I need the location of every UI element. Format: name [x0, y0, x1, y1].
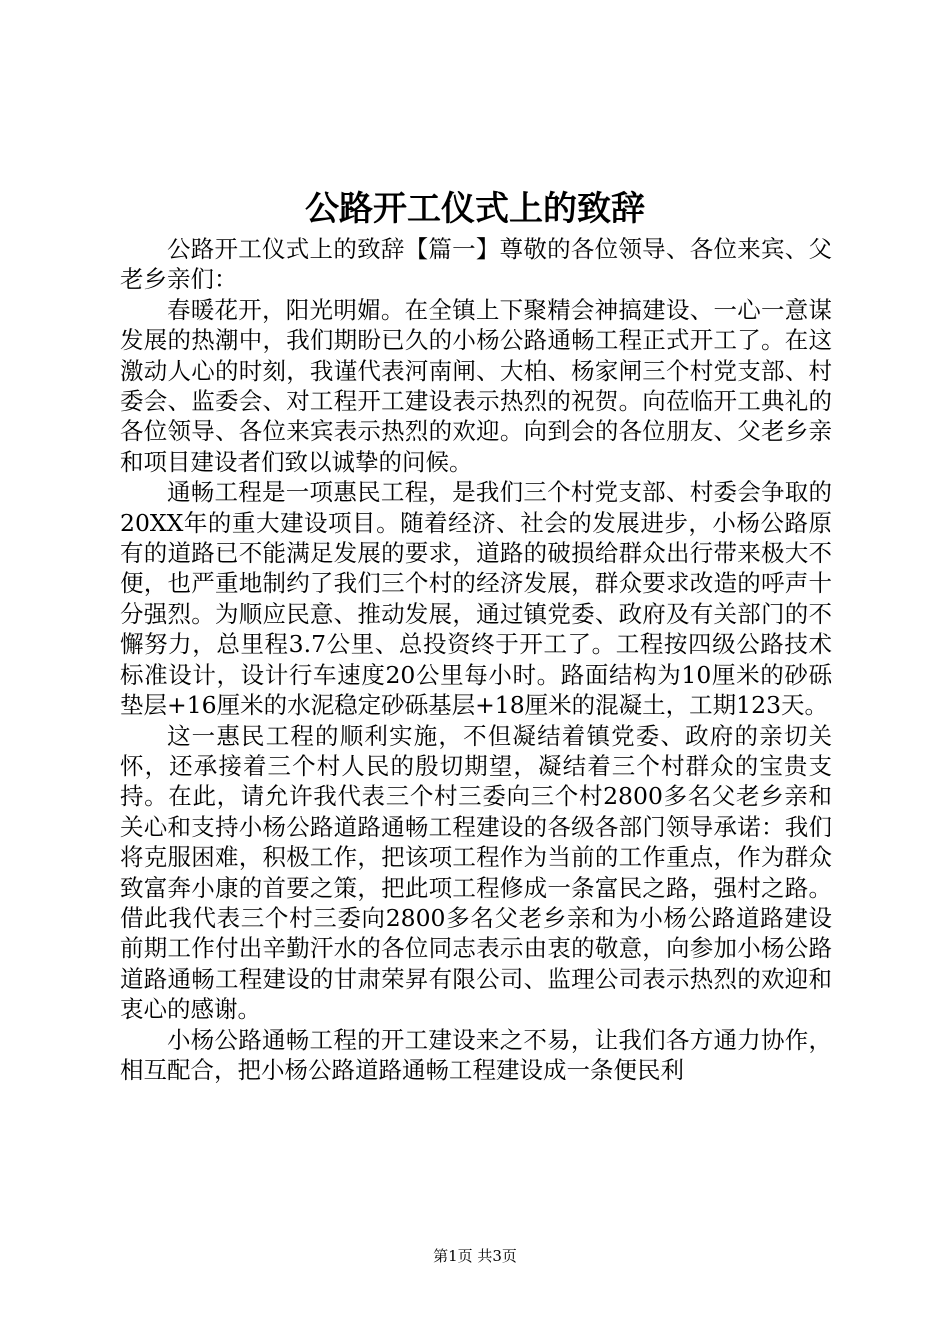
document-title: 公路开工仪式上的致辞 — [305, 189, 645, 229]
document-body — [120, 234, 832, 1085]
paragraph-1: 公路开工仪式上的致辞【篇一】尊敬的各位领导、各位来宾、父老乡亲们： — [120, 235, 832, 294]
paragraph-2: 春暖花开，阳光明媚。在全镇上下聚精会神搞建设、一心一意谋发展的热潮中，我们期盼已久的小杨公路通畅工程正式开工了。在这激动人心的时刻，我谨代表河南闸、大柏、杨家闸三个村党支部、村委会、监委会、对工程开工建设表示热烈的祝贺。向莅临开工典礼的各位领导、各位来宾表示热烈的欢迎。向到会的各位朋友、父老乡亲和项目建设者们致以诚挚的问候。 — [120, 295, 832, 476]
paragraph-4: 这一惠民工程的顺利实施，不但凝结着镇党委、政府的亲切关怀，还承接着三个村人民的殷切期望，凝结着三个村群众的宝贵支持。在此，请允许我代表三个村三委向三个村2800多名父老乡亲和关心和支持小杨公路道路通畅工程建设的各级各部门领导承诺：我们将克服困难，积极工作，把该项工程作为当前的工作重点，作为群众致富奔小康的首要之策，把此项工程修成一条富民之路，强村之路。借此我代表三个村三委向2800多名父老乡亲和为小杨公路道路建设前期工作付出辛勤汗水的各位同志表示由衷的敬意，向参加小杨公路道路通畅工程建设的甘肃荣昇有限公司、监理公司表示热烈的欢迎和衷心的感谢。 — [120, 721, 832, 1024]
paragraph-3: 通畅工程是一项惠民工程，是我们三个村党支部、村委会争取的20XX年的重大建设项目。随着经济、社会的发展进步，小杨公路原有的道路已不能满足发展的要求，道路的破损给群众出行带来极大不便，也严重地制约了我们三个村的经济发展，群众要求改造的呼声十分强烈。为顺应民意、推动发展，通过镇党委、政府及有关部门的不懈努力，总里程3.7公里、总投资终于开工了。工程按四级公路技术标准设计，设计行车速度20公里每小时。路面结构为10厘米的砂砾垫层+16厘米的水泥稳定砂砾基层+18厘米的混凝土，工期123天。 — [120, 478, 832, 720]
paragraph-5: 小杨公路通畅工程的开工建设来之不易，让我们各方通力协作，相互配合，把小杨公路道路通畅工程建设成一条便民利 — [120, 1025, 832, 1084]
page-footer: 第1页 共3页 — [433, 1247, 517, 1265]
